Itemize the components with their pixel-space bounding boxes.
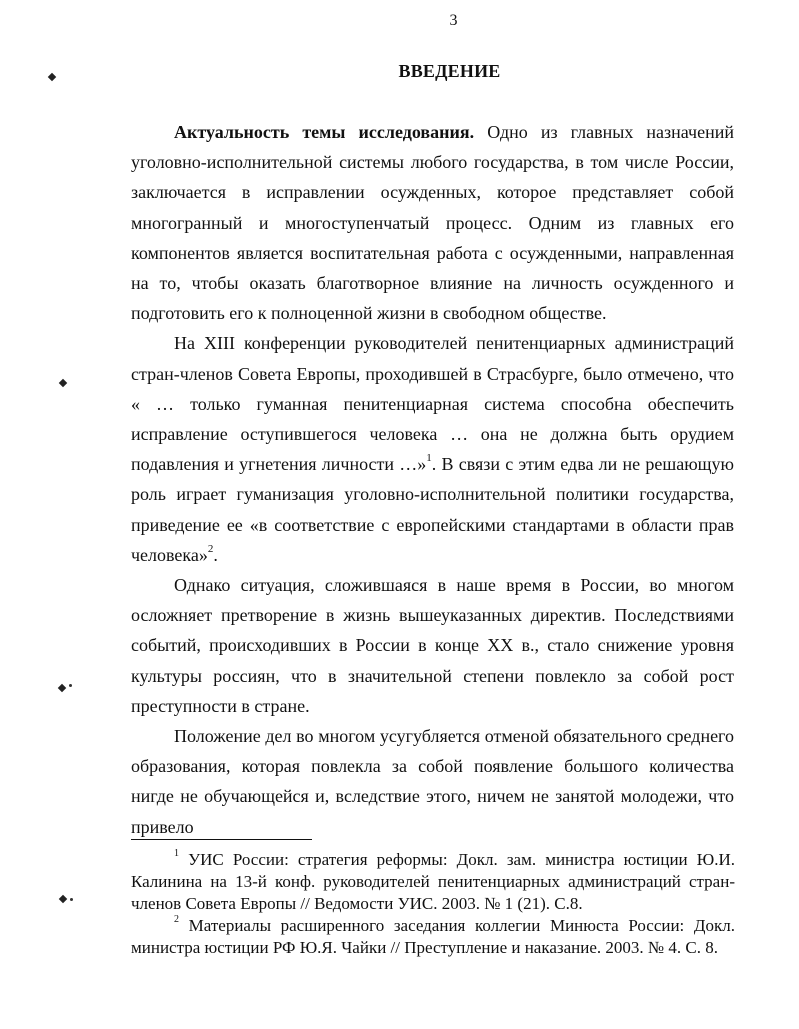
margin-mark-3 [58,684,66,692]
page-number: 3 [449,12,458,29]
footnote-rule [131,839,312,840]
margin-mark-4 [59,895,67,903]
footnotes [131,849,735,959]
page-heading: ВВЕДЕНИЕ [398,61,501,81]
footnote-ref-1: 1 [426,452,432,465]
footnote-2 [131,915,735,959]
margin-mark-2 [59,379,67,387]
paragraph-3: Однако ситуация, сложившаяся в наше время в России, во многом осложняет претворение в жизнь вышеуказанных директив. Последствиями событий, происходивших в России в конце XX в., стало снижение уровня культуры россиян, что в значительной степени повлекло за собой рост преступности в стране. [131,575,734,716]
paragraph-1 [131,117,734,328]
paragraph-2-text-c: . [213,544,218,565]
footnote-ref-2: 2 [207,542,214,555]
paragraph-1-text: Одно из главных назначений уголовно-исполнительной системы любого государства, в том числе России, заключается в исправлении осужденных, которое представляет собой многогранный и многоступенчатый процесс. Одним из главных его компонентов является воспитательная работа с осужденными, направленная на то, чтобы оказать благотворное влияние на личность осужденного и подготовить его к полноценной жизни в свободном обществе. [131,122,734,324]
margin-dot-3 [69,684,72,687]
footnote-2-text: Материалы расширенного заседания коллегии Минюста России: Докл. министра юстиции РФ Ю.Я. Чайки // Преступление и наказание. 2003. № 4. С. 8. [131,916,735,957]
footnote-1 [131,849,735,915]
footnote-1-text: УИС России: стратегия реформы: Докл. зам. министра юстиции Ю.И. Калинина на 13-й конф. руководителей пенитенциарных администраций стран-членов Совета Европы // Ведомости УИС. 2003. № 1 (21). С.8. [131,850,735,913]
margin-dot-4 [70,898,73,901]
paragraph-2-text-a: На XIII конференции руководителей пенитенциарных администраций стран-членов Совета Европы, проходившей в Страсбурге, было отмечено, что « … только гуманная пенитенциарная система способна обеспечить исправление оступившегося человека … она не должна быть орудием подавления и угнетения личности …» [131,333,734,475]
body-text [131,117,734,842]
footnote-2-number: 2 [174,914,179,926]
paragraph-4: Положение дел во многом усугубляется отменой обязательного среднего образования, которая повлекла за собой появление большого количества нигде не обучающейся и, вследствие этого, ничем не занятой молодежи, что привело [131,726,734,837]
paragraph-1-bold-lead: Актуальность темы исследования. [174,122,475,142]
footnote-1-number: 1 [174,848,179,860]
paragraph-2 [131,328,734,570]
paragraph-2-text-b: . В связи с этим едва ли не решающую роль играет гуманизация уголовно-исполнительной политики государства, приведение ее «в соответствие с европейскими стандартами в области прав человека» [131,454,734,565]
